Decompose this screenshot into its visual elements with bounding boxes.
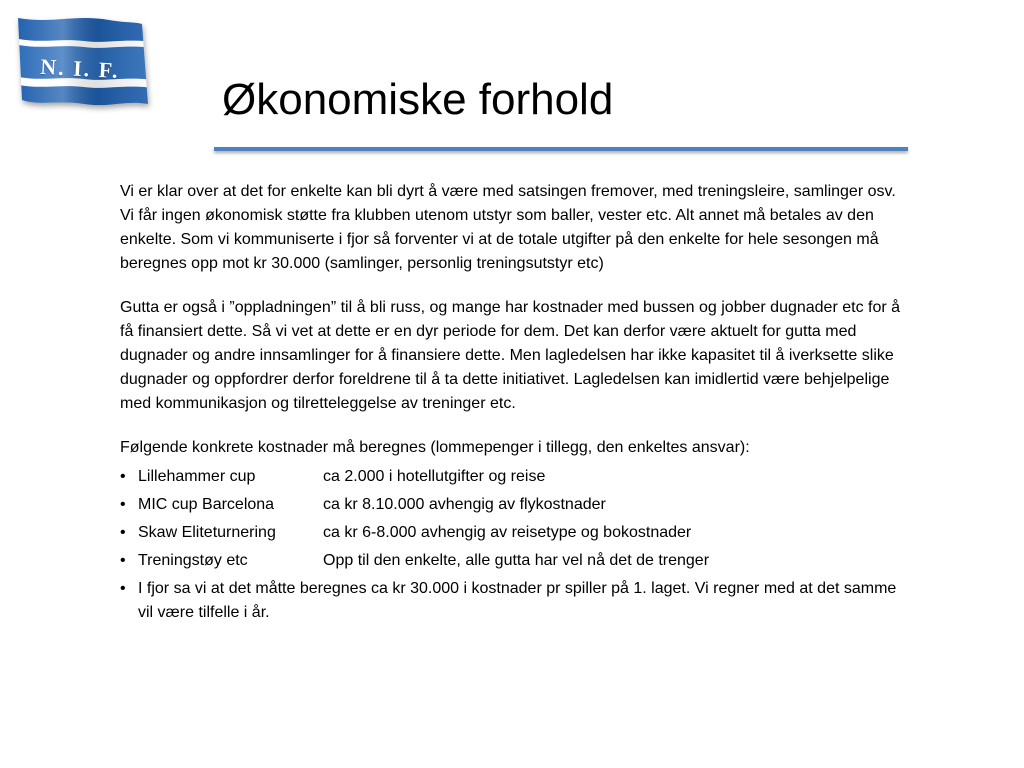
- cost-item-name: Treningstøy etc: [138, 552, 248, 569]
- title-divider: [214, 147, 908, 151]
- list-item: [120, 549, 905, 573]
- paragraph-russ-period: Gutta er også i ”oppladningen” til å bli russ, og mange har kostnader med bussen og jobber dugnader etc for å få finansiert dette. Så vi vet at dette er en dyr periode for dem. Det kan derfor være aktuelt for gutta med dugnader og andre innsamlinger for å finansiere dette. Men lagledelsen har ikke kapasitet til å iverksette slike dugnader og oppfordrer derfor foreldrene til å ta dette initiativet. Lagledelsen kan imidlertid være behjelpelige med kommunikasjon og tilretteleggelse av treninger etc.: [120, 299, 901, 412]
- logo-text: N. I. F.: [39, 53, 121, 84]
- cost-item-cost: Opp til den enkelte, alle gutta har vel nå det de trenger: [323, 552, 710, 569]
- list-item: [120, 465, 905, 489]
- list-item: [120, 577, 905, 625]
- cost-item-name: Lillehammer cup: [138, 468, 256, 485]
- final-note: I fjor sa vi at det måtte beregnes ca kr 30.000 i kostnader pr spiller på 1. laget. Vi regner med at det samme vil være tilfelle i år.: [138, 580, 897, 621]
- cost-item-cost: ca 2.000 i hotellutgifter og reise: [323, 468, 546, 485]
- costs-intro: Følgende konkrete kostnader må beregnes (lommepenger i tillegg, den enkeltes ansvar):: [120, 439, 750, 456]
- list-item: [120, 521, 905, 545]
- cost-item-name: Skaw Eliteturnering: [138, 524, 276, 541]
- paragraph-costs-overview: Vi er klar over at det for enkelte kan bli dyrt å være med satsingen fremover, med treningsleire, samlinger osv. Vi får ingen økonomisk støtte fra klubben utenom utstyr som baller, vester etc. Alt annet må betales av den enkelte. Som vi kommuniserte i fjor så forventer vi at de totale utgifter på den enkelte for hele sesongen må beregnes opp mot kr 30.000 (samlinger, personlig treningsutstyr etc): [120, 183, 896, 272]
- cost-item-name: MIC cup Barcelona: [138, 496, 275, 513]
- slide-title: Økonomiske forhold: [222, 75, 614, 124]
- cost-list: [120, 465, 905, 625]
- cost-item-cost: ca kr 6-8.000 avhengig av reisetype og bokostnader: [323, 524, 692, 541]
- slide-body: [120, 180, 905, 629]
- cost-item-cost: ca kr 8.10.000 avhengig av flykostnader: [323, 496, 606, 513]
- list-item: [120, 493, 905, 517]
- club-flag-logo: [14, 14, 154, 114]
